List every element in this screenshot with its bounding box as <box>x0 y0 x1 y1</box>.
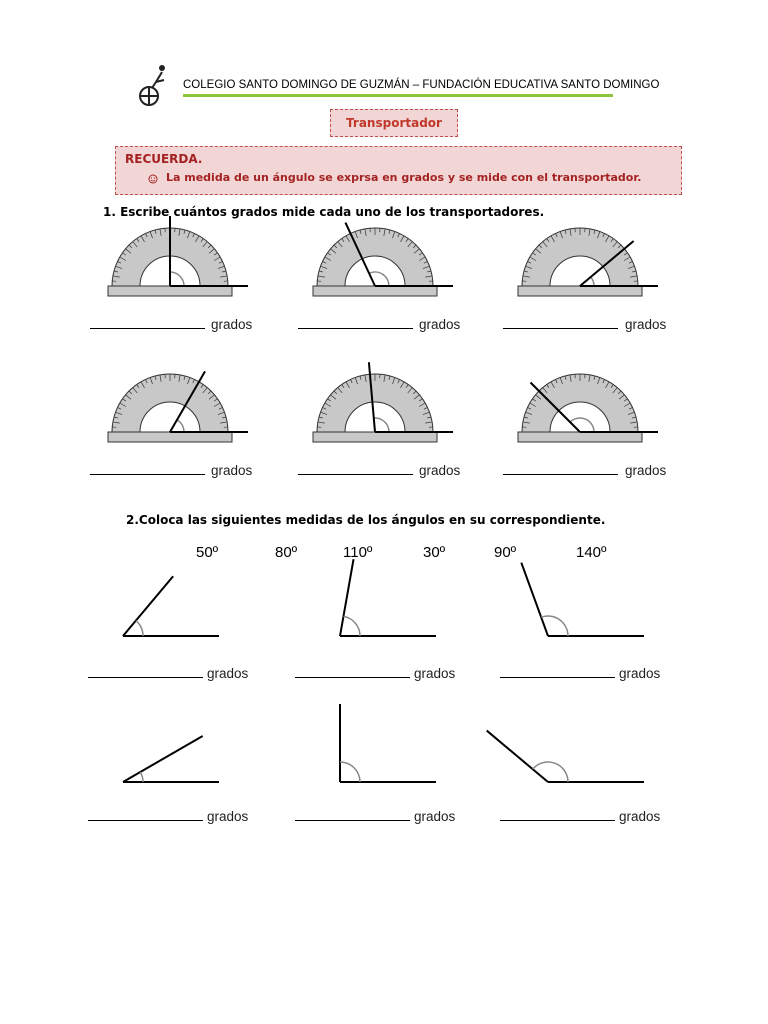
protractor <box>105 222 255 302</box>
protractor <box>515 222 665 302</box>
answer-blank[interactable] <box>298 328 413 329</box>
angle-figure <box>280 556 460 646</box>
measure-label: 50º <box>196 544 219 561</box>
answer-blank[interactable] <box>88 677 203 678</box>
school-logo <box>134 62 176 108</box>
grados-label: grados <box>211 317 253 332</box>
protractor <box>310 222 460 302</box>
protractor <box>310 368 460 448</box>
answer-blank[interactable] <box>90 328 205 329</box>
angle-figure <box>63 556 243 646</box>
angle-figure <box>488 556 668 646</box>
answer-blank[interactable] <box>295 677 410 678</box>
protractor <box>105 368 255 448</box>
exercise-1-prompt: 1. Escribe cuántos grados mide cada uno de los transportadores. <box>103 205 545 219</box>
answer-blank[interactable] <box>500 820 615 821</box>
grados-label: grados <box>419 317 461 332</box>
header-divider <box>183 94 613 97</box>
answer-blank[interactable] <box>503 474 618 475</box>
measure-label: 90º <box>494 544 517 561</box>
answer-blank[interactable] <box>500 677 615 678</box>
grados-label: grados <box>625 463 667 478</box>
angle-figure <box>280 702 460 792</box>
angle-figure <box>63 702 243 792</box>
answer-blank[interactable] <box>90 474 205 475</box>
measure-label: 110º <box>343 544 373 561</box>
measure-label: 30º <box>423 544 446 561</box>
page-title: Transportador <box>330 109 458 137</box>
angle-figure <box>488 702 668 792</box>
reminder-box <box>115 146 682 195</box>
grados-label: grados <box>619 809 661 824</box>
measure-label: 140º <box>576 544 607 561</box>
reminder-heading: RECUERDA. <box>125 152 203 166</box>
grados-label: grados <box>619 666 661 681</box>
school-name: COLEGIO SANTO DOMINGO DE GUZMÁN – FUNDACIÓN EDUCATIVA SANTO DOMINGO <box>183 79 660 91</box>
grados-label: grados <box>207 666 249 681</box>
answer-blank[interactable] <box>503 328 618 329</box>
grados-label: grados <box>211 463 253 478</box>
grados-label: grados <box>414 809 456 824</box>
smiley-icon <box>148 174 158 184</box>
protractor <box>515 368 665 448</box>
grados-label: grados <box>207 809 249 824</box>
grados-label: grados <box>414 666 456 681</box>
grados-label: grados <box>419 463 461 478</box>
measure-label: 80º <box>275 544 298 561</box>
answer-blank[interactable] <box>88 820 203 821</box>
answer-blank[interactable] <box>298 474 413 475</box>
reminder-text: La medida de un ángulo se exprsa en grados y se mide con el transportador. <box>166 171 642 184</box>
exercise-2-prompt: 2.Coloca las siguientes medidas de los ángulos en su correspondiente. <box>126 513 606 527</box>
answer-blank[interactable] <box>295 820 410 821</box>
grados-label: grados <box>625 317 667 332</box>
